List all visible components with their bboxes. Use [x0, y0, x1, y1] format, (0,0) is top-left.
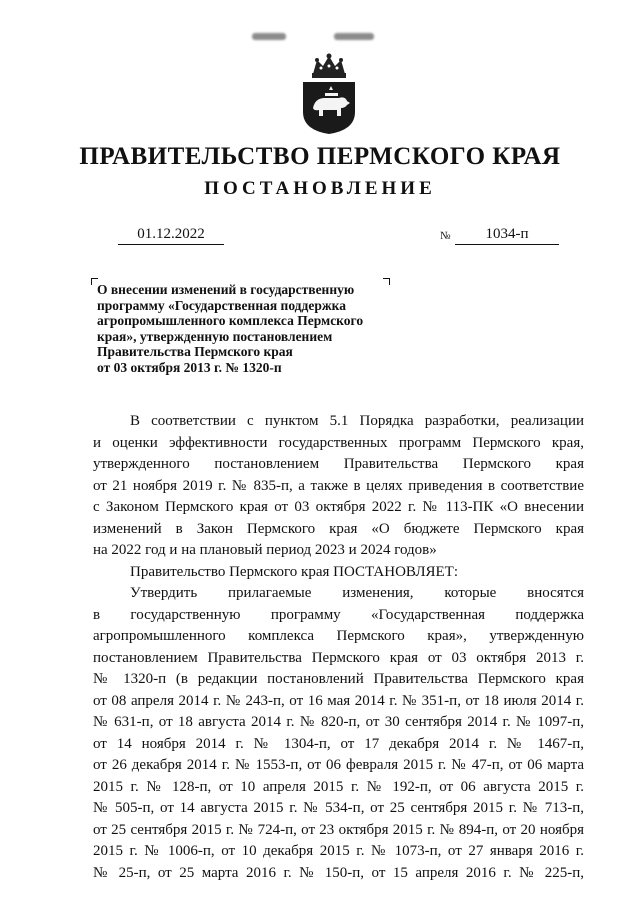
body-line: утвержденного постановлением Правительства Пермского края	[93, 456, 584, 472]
subject-line: программу «Государственная поддержка	[97, 297, 346, 313]
subject-line: края», утвержденную постановлением	[97, 328, 333, 344]
body-line: № 1320-п (в редакции постановлений Правительства Пермского края	[93, 671, 584, 687]
government-title: ПРАВИТЕЛЬСТВО ПЕРМСКОГО КРАЯ	[79, 143, 561, 170]
body-line: постановлением Правительства Пермского края от 03 октября 2013 г.	[93, 649, 584, 666]
body-line: Утвердить прилагаемые изменения, которые вносятся	[130, 585, 584, 601]
subject-line: агропромышленного комплекса Пермского	[97, 313, 364, 328]
body-line: от 25 сентября 2015 г. № 724-п, от 23 октября 2015 г. № 894-п, от 20 ноября	[93, 821, 584, 838]
body-line: Правительство Пермского края ПОСТАНОВЛЯЕТ:	[130, 563, 459, 580]
body-line: в государственную программу «Государственная поддержка	[93, 606, 584, 623]
body-line: № 25-п, от 25 марта 2016 г. № 150-п, от 15 апреля 2016 г. № 225-п,	[93, 864, 584, 881]
scan-smudge-left	[252, 33, 286, 40]
number-sign: №	[440, 230, 451, 242]
body-line: № 505-п, от 14 августа 2015 г. № 534-п, от 25 сентября 2015 г. № 713-п,	[93, 800, 584, 816]
subject-line: от 03 октября 2013 г. № 1320-п	[97, 359, 282, 375]
document-subject	[97, 282, 417, 375]
body-line: 2015 г. № 1006-п, от 10 декабря 2015 г. № 1073-п, от 27 января 2016 г.	[93, 843, 584, 859]
body-line: от 21 ноября 2019 г. № 835-п, а также в целях приведения в соответствие	[93, 477, 584, 494]
body-line: 2015 г. № 128-п, от 10 апреля 2015 г. № 192-п, от 06 августа 2015 г.	[93, 778, 584, 795]
body-line: от 26 декабря 2014 г. № 1553-п, от 06 февраля 2015 г. № 47-п, от 06 марта	[93, 757, 584, 773]
body-line: и оценки эффективности государственных программ Пермского края,	[93, 434, 584, 451]
body-line: № 631-п, от 18 августа 2014 г. № 820-п, от 30 сентября 2014 г. № 1097-п,	[93, 714, 584, 730]
subject-line: Правительства Пермского края	[97, 344, 293, 359]
body-line: от 14 ноября 2014 г. № 1304-п, от 17 декабря 2014 г. № 1467-п,	[93, 735, 584, 752]
body-line: изменений в Закон Пермского края «О бюджете Пермского края	[93, 520, 584, 537]
body-line: В соответствии с пунктом 5.1 Порядка разработки, реализации	[130, 413, 584, 429]
document-body	[93, 411, 584, 884]
scan-smudge-right	[334, 33, 374, 40]
body-line: на 2022 год и на плановый период 2023 и 2024 годов»	[93, 542, 437, 558]
body-line: агропромышленного комплекса Пермского края», утвержденную	[93, 628, 584, 644]
body-line: с Законом Пермского края от 03 октября 2022 г. № 113-ПК «О внесении	[93, 499, 584, 515]
subject-line: О внесении изменений в государственную	[97, 282, 355, 297]
perm-krai-coat-of-arms-icon	[295, 52, 363, 136]
document-type: ПОСТАНОВЛЕНИЕ	[204, 178, 436, 199]
document-date: 01.12.2022	[118, 226, 224, 245]
document-number: 1034-п	[455, 226, 559, 245]
body-line: от 08 апреля 2014 г. № 243-п, от 16 мая 2014 г. № 351-п, от 18 июля 2014 г.	[93, 692, 584, 709]
